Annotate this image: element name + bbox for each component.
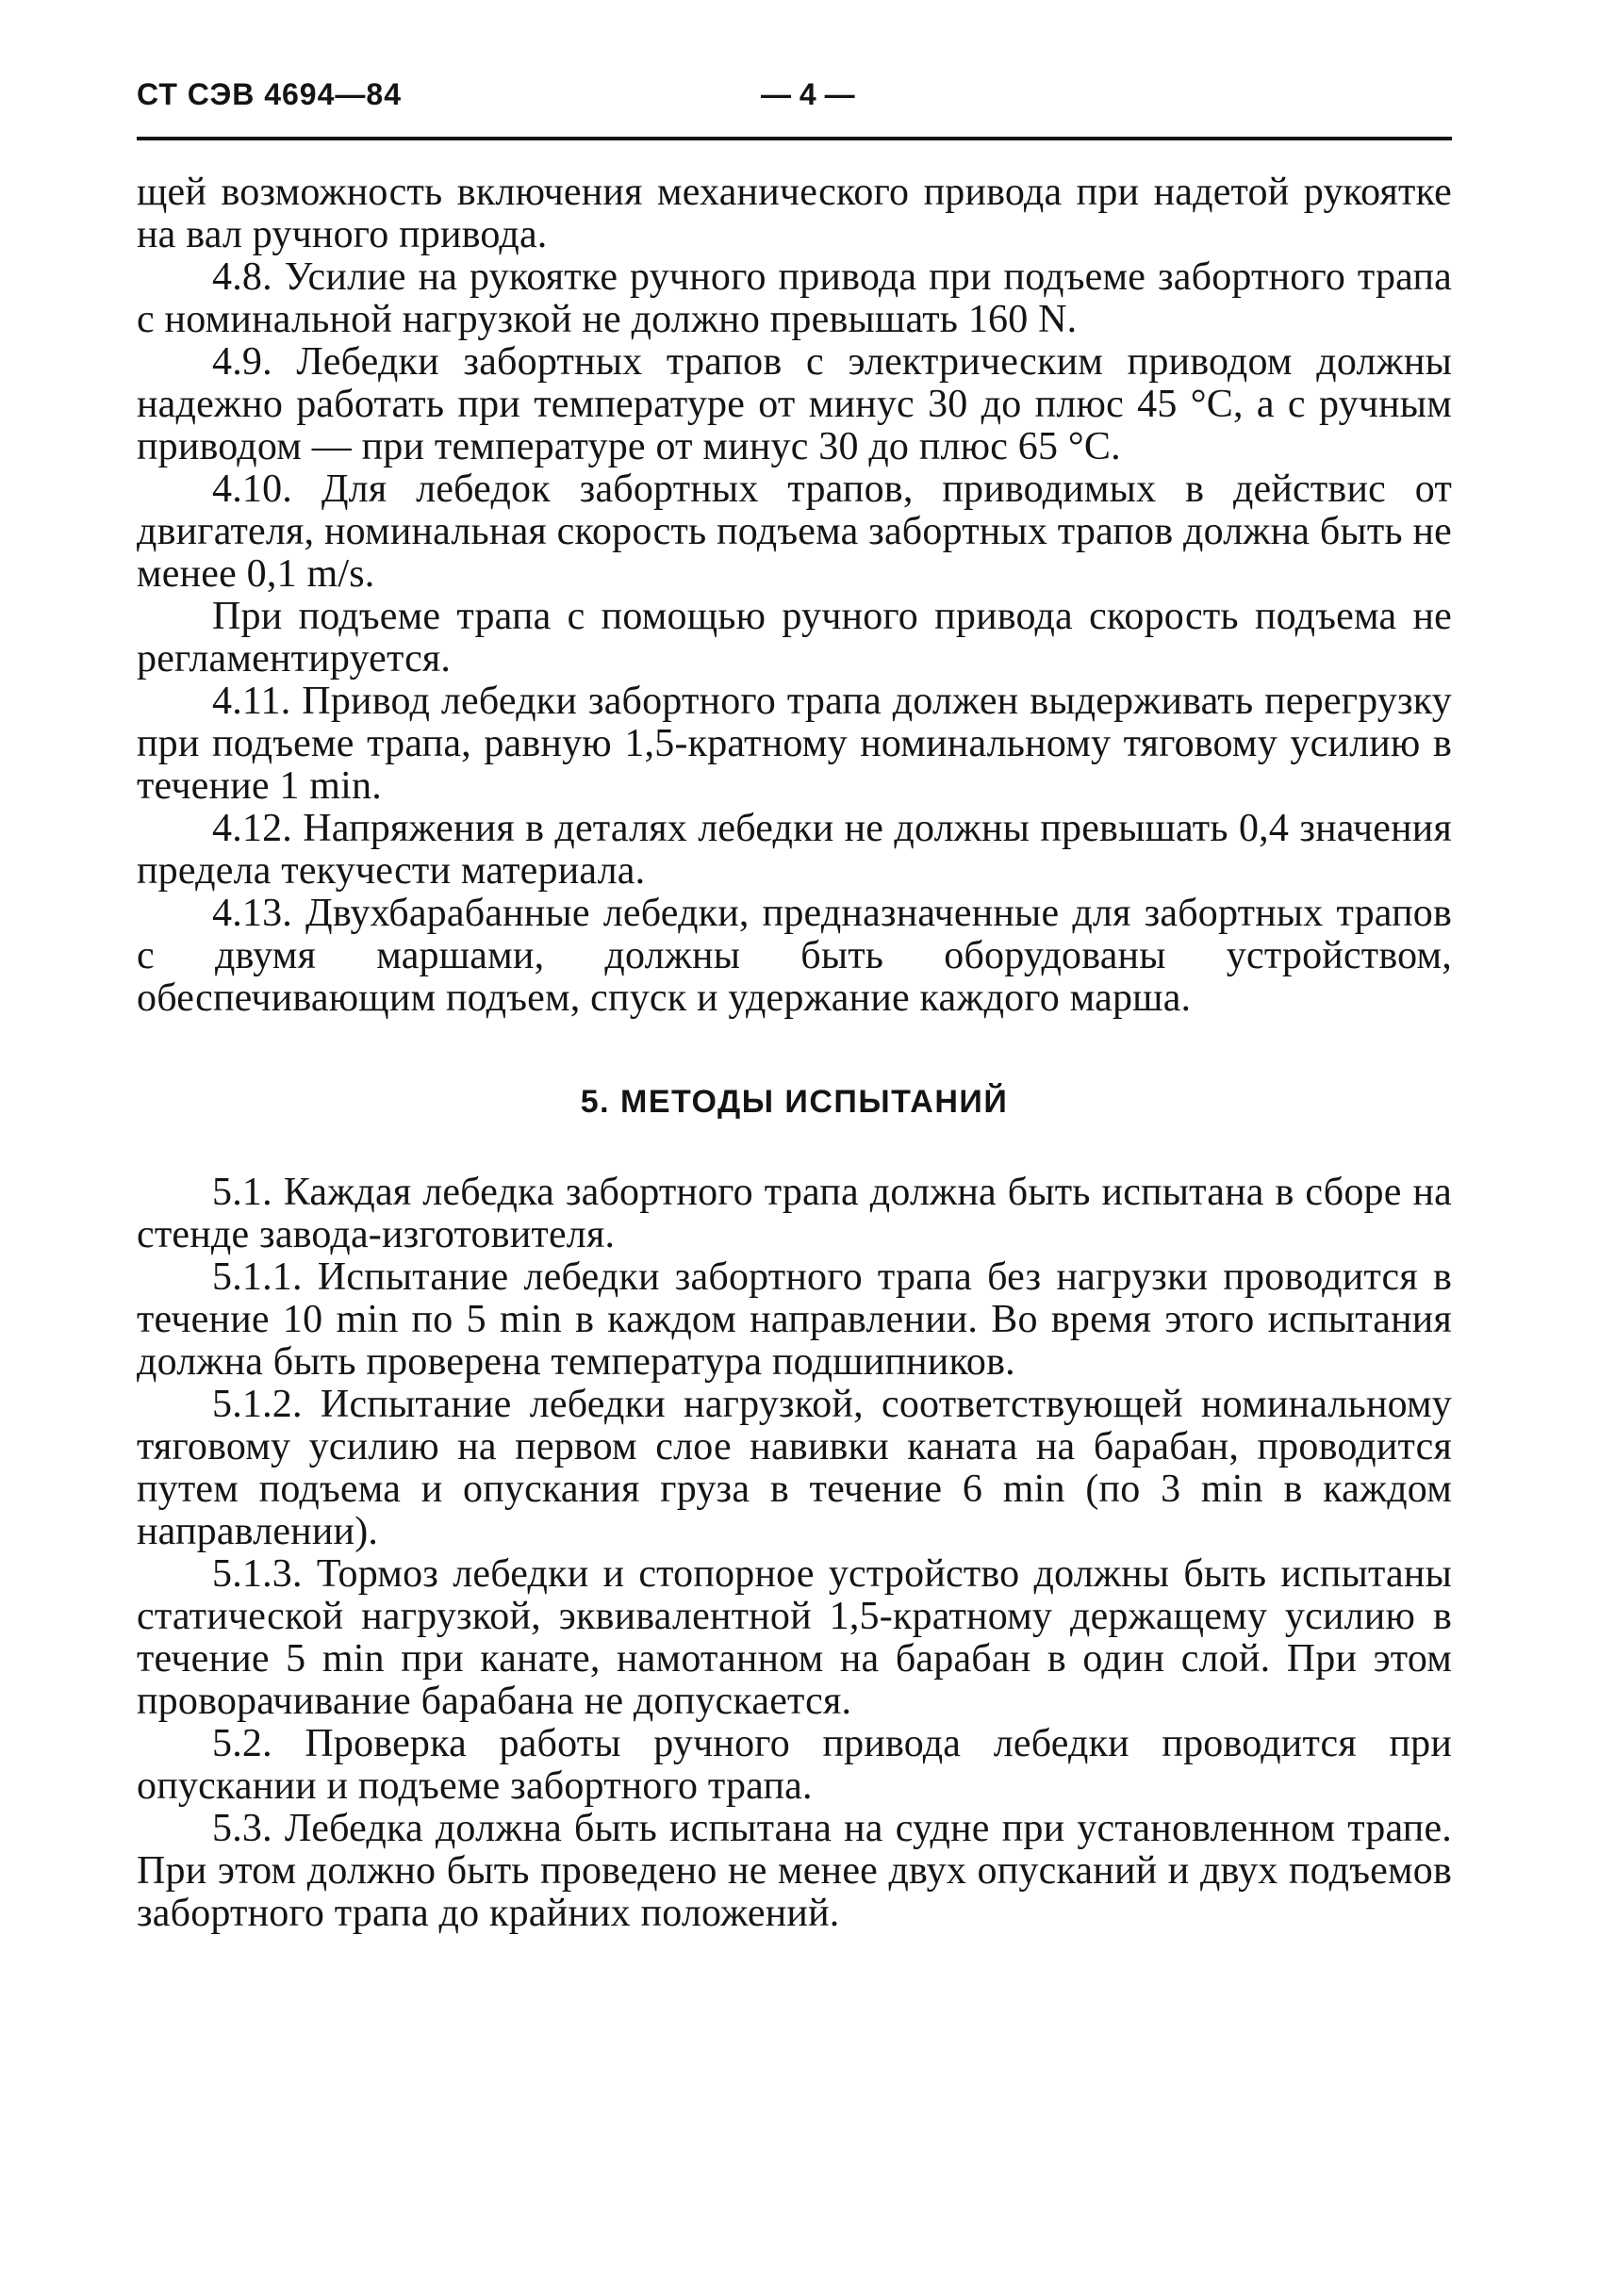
paragraph-5-1-3: 5.1.3. Тормоз лебедки и стопорное устройство должны быть испытаны статической нагрузкой, эквивалентной 1,5-кратному держащему усилию в течение 5 min при канате, намотанном на барабан в один слой. При этом проворачивание барабана не допускается. — [137, 1552, 1452, 1723]
paragraph-4-12: 4.12. Напряжения в деталях лебедки не должны превышать 0,4 значения предела текучести материала. — [137, 807, 1452, 893]
paragraph-4-9: 4.9. Лебедки забортных трапов с электрическим приводом должны надежно работать при температуре от минус 30 до плюс 45 °С, а с ручным приводом — при температуре от минус 30 до плюс 65 °С. — [137, 340, 1452, 468]
paragraph-continuation: щей возможность включения механического привода при надетой рукоятке на вал ручного привода. — [137, 171, 1452, 256]
paragraph-5-2: 5.2. Проверка работы ручного привода лебедки проводится при опускании и подъеме забортного трапа. — [137, 1722, 1452, 1808]
standard-code: СТ СЭВ 4694—84 — [137, 77, 402, 111]
paragraph-4-8: 4.8. Усилие на рукоятке ручного привода при подъеме забортного трапа с номинальной нагрузкой не должно превышать 160 N. — [137, 255, 1452, 341]
paragraph-5-1-2: 5.1.2. Испытание лебедки нагрузкой, соответствующей номинальному тяговому усилию на первом слое навивки каната на барабан, проводится путем подъема и опускания груза в течение 6 min (по 3 min в каждом направлении). — [137, 1383, 1452, 1553]
paragraph-4-10: 4.10. Для лебедок забортных трапов, приводимых в действис от двигателя, номинальная скорость подъема забортных трапов должна быть не менее 0,1 m/s. — [137, 467, 1452, 596]
page-number: — 4 — — [761, 77, 855, 111]
paragraph-5-1-1: 5.1.1. Испытание лебедки забортного трапа без нагрузки проводится в течение 10 min по 5 min в каждом направлении. Во время этого испытания должна быть проверена температура подшипников. — [137, 1255, 1452, 1384]
paragraph-5-1: 5.1. Каждая лебедка забортного трапа должна быть испытана в сборе на стенде завода-изготовителя. — [137, 1171, 1452, 1256]
header-rule — [137, 137, 1452, 140]
paragraph-5-3: 5.3. Лебедка должна быть испытана на судне при установленном трапе. При этом должно быть проведено не менее двух опусканий и двух подъемов забортного трапа до крайних положений. — [137, 1807, 1452, 1935]
paragraph-4-10-note: При подъеме трапа с помощью ручного привода скорость подъема не регламентируется. — [137, 595, 1452, 681]
document-body — [137, 172, 1452, 1935]
paragraph-4-11: 4.11. Привод лебедки забортного трапа должен выдерживать перегрузку при подъеме трапа, равную 1,5-кратному номинальному тяговому усилию в течение 1 min. — [137, 680, 1452, 808]
paragraph-4-13: 4.13. Двухбарабанные лебедки, предназначенные для забортных трапов с двумя маршами, должны быть оборудованы устройством, обеспечивающим подъем, спуск и удержание каждого марша. — [137, 892, 1452, 1020]
page-header — [137, 77, 1452, 124]
section-title: 5. МЕТОДЫ ИСПЫТАНИЙ — [580, 1084, 1009, 1120]
